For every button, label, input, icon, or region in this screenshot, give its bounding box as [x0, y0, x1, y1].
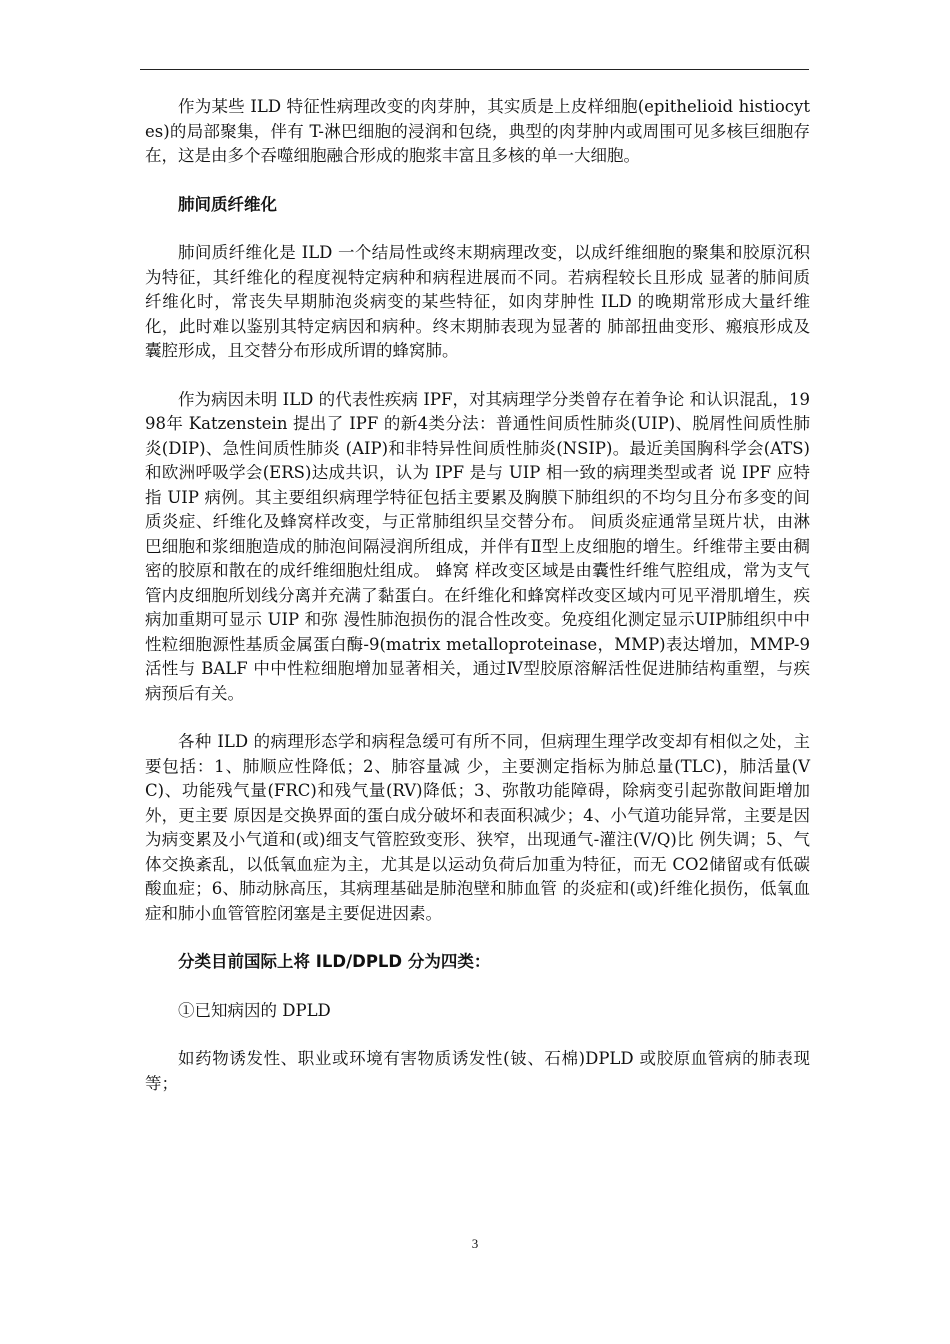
paragraph-fibrosis: 肺间质纤维化是 ILD 一个结局性或终末期病理改变，以成纤维细胞的聚集和胶原沉积为特征，其纤维化的程度视特定病种和病程进展而不同。若病程较长且形成 显著的肺间质纤维化时，常丧失早期肺泡炎病变的某些特征，如肉芽肿性 ILD 的晚期常形成大量纤维化，此时难以鉴别其特定病因和病种。终末期肺表现为显著的 肺部扭曲变形、瘢痕形成及囊腔形成，且交替分布形成所谓的蜂窝肺。	[145, 243, 810, 360]
paragraph-known-cause-examples: 如药物诱发性、职业或环境有害物质诱发性(铍、石棉)DPLD 或胶原血管病的肺表现等；	[145, 1049, 810, 1093]
section-heading-classification: 分类目前国际上将 ILD/DPLD 分为四类：	[178, 952, 491, 971]
section-heading-fibrosis: 肺间质纤维化	[178, 194, 277, 214]
list-item-known-cause: ①已知病因的 DPLD	[178, 1000, 331, 1020]
paragraph-granuloma: 作为某些 ILD 特征性病理改变的肉芽肿，其实质是上皮样细胞(epithelioid histiocytes)的局部聚集，伴有 T-淋巴细胞的浸润和包绕，典型的肉芽肿内或周围可见多核巨细胞存在，这是由多个吞噬细胞融合形成的胞浆丰富且多核的单一大细胞。	[145, 97, 810, 165]
header-rule	[140, 69, 809, 70]
paragraph-ipf-classification: 作为病因未明 ILD 的代表性疾病 IPF，对其病理学分类曾存在着争论 和认识混乱，1998年 Katzenstein 提出了 IPF 的新4类分法：普通性间质性肺炎(UIP)、脱屑性间质性肺炎(DIP)、急性间质性肺炎 (AIP)和非特异性间质性肺炎(NSIP)。最近美国胸科学会(ATS)和欧洲呼吸学会(ERS)达成共识，认为 IPF 是与 UIP 相一致的病理类型或者 说 IPF 应特指 UIP 病例。其主要组织病理学特征包括主要累及胸膜下肺组织的不均匀且分布多变的间质炎症、纤维化及蜂窝样改变，与正常肺组织呈交替分布。 间质炎症通常呈斑片状，由淋巴细胞和浆细胞造成的肺泡间隔浸润所组成，并伴有Ⅱ型上皮细胞的增生。纤维带主要由稠密的胶原和散在的成纤维细胞灶组成。 蜂窝 样改变区域是由囊性纤维气腔组成，常为支气管内皮细胞所划线分离并充满了黏蛋白。在纤维化和蜂窝样改变区域内可见平滑肌增生，疾病加重期可显示 UIP 和弥 漫性肺泡损伤的混合性改变。免疫组化测定显示UIP肺组织中中性粒细胞源性基质金属蛋白酶-9(matrix metalloproteinase，MMP)表达增加，MMP-9活性与 BALF 中中性粒细胞增加显著相关，通过Ⅳ型胶原溶解活性促进肺结构重塑，与疾 病预后有关。	[145, 389, 810, 703]
page-number: 3	[471, 1236, 479, 1251]
paragraph-pathophysiology: 各种 ILD 的病理形态学和病程急缓可有所不同，但病理生理学改变却有相似之处，主要包括：1、肺顺应性降低；2、肺容量减 少，主要测定指标为肺总量(TLC)，肺活量(VC)、功能残气量(FRC)和残气量(RV)降低；3、弥散功能障碍，除病变引起弥散间距增加外，更主要 原因是交换界面的蛋白成分破坏和表面积减少；4、小气道功能异常，主要是因为病变累及小气道和(或)细支气管腔致变形、狭窄，出现通气-灌注(V/Q)比 例失调；5、气体交换紊乱，以低氧血症为主，尤其是以运动负荷后加重为特征，而无 CO2储留或有低碳酸血症；6、肺动脉高压，其病理基础是肺泡壁和肺血管 的炎症和(或)纤维化损伤，低氧血症和肺小血管管腔闭塞是主要促进因素。	[145, 732, 810, 923]
document-body	[145, 95, 810, 1120]
